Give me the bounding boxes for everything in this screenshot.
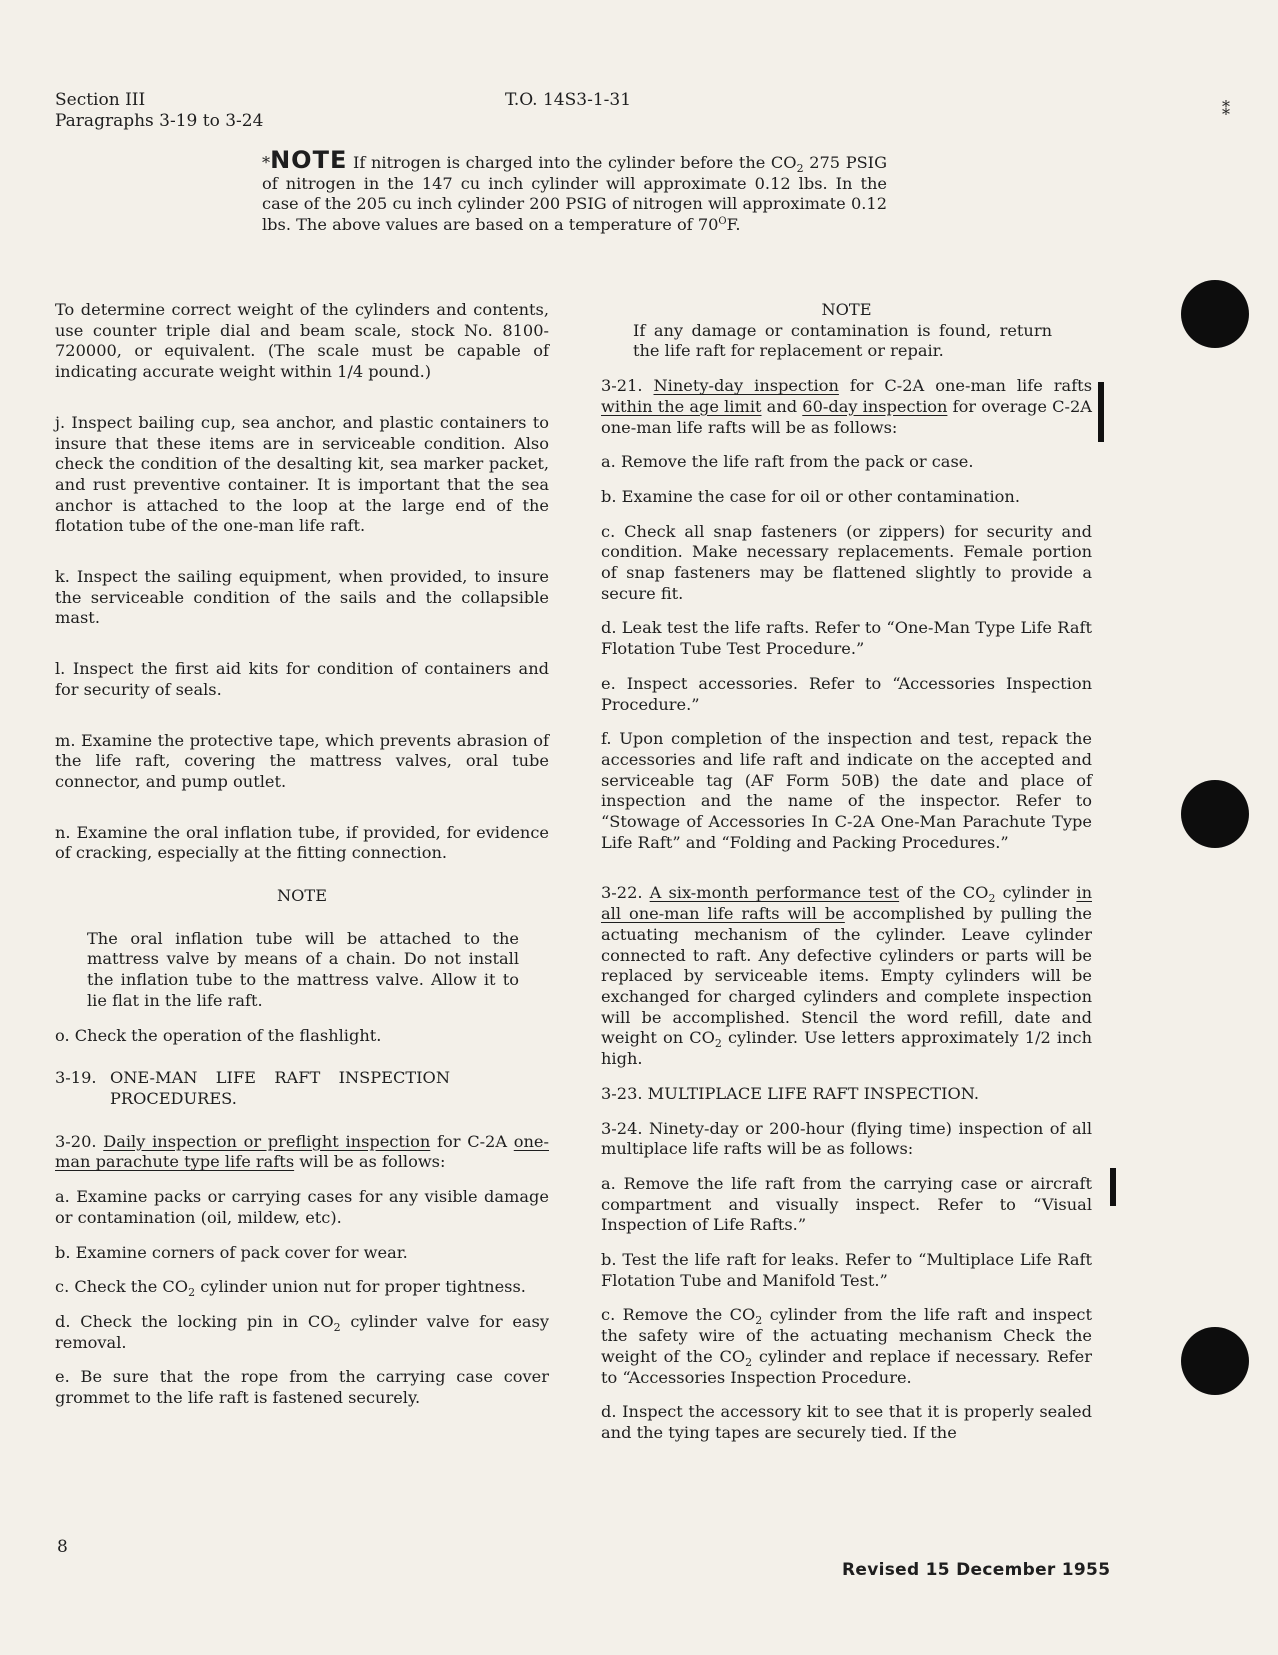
note-body: The oral inflation tube will be attached to the mattress valve by means of a chain. Do not install the inflation tube to the mattress valve. Allow it to lie flat in the life raft. <box>87 928 519 1010</box>
paragraphs-label: Paragraphs 3-19 to 3-24 <box>55 111 264 131</box>
section-label: Section III <box>55 90 146 110</box>
revision-bar-3-24 <box>1110 1168 1116 1206</box>
to-number: T.O. 14S3-1-31 <box>505 90 632 110</box>
revision-bar-3-21 <box>1098 382 1104 442</box>
paragraph-3-21-e: e. Inspect accessories. Refer to “Accessories Inspection Procedure.” <box>601 673 1092 714</box>
right-note-body: If any damage or contamination is found, return the life raft for replacement or repair. <box>633 320 1052 361</box>
binder-hole-top <box>1181 280 1249 348</box>
paragraph-3-21: 3-21. Ninety-day inspection for C-2A one-man life rafts within the age limit and 60-day inspection for overage C-2A one-man life rafts will be as follows: <box>601 376 1092 437</box>
paragraph-3-20: 3-20. Daily inspection or preflight inspection for C-2A one-man parachute type life rafts will be as follows: <box>55 1131 549 1172</box>
paragraph-k: k. Inspect the sailing equipment, when provided, to insure the serviceable condition of the sails and the collapsible mast. <box>55 567 549 628</box>
paragraph-3-24-b: b. Test the life raft for leaks. Refer to “Multiplace Life Raft Flotation Tube and Manifold Test.” <box>601 1250 1092 1290</box>
paragraph-3-20-e: e. Be sure that the rope from the carrying case cover grommet to the life raft is fastened securely. <box>55 1367 549 1408</box>
paragraph-3-20-a: a. Examine packs or carrying cases for any visible damage or contamination (oil, mildew, etc). <box>55 1187 549 1227</box>
right-note-heading: NOTE <box>821 300 872 319</box>
paragraph-l: l. Inspect the first aid kits for condition of containers and for security of seals. <box>55 659 549 699</box>
paragraph-3-21-a: a. Remove the life raft from the pack or case. <box>601 452 974 472</box>
paragraph-3-21-b: b. Examine the case for oil or other contamination. <box>601 486 1020 506</box>
note-asterisk: * <box>262 153 271 172</box>
page-number: 8 <box>57 1537 68 1557</box>
paragraph-3-21-f: f. Upon completion of the inspection and test, repack the accessories and life raft and indicate on the accepted and serviceable tag (AF Form 50B) the date and place of inspection and the name of the inspector. Refer to “Stowage of Accessories In C-2A One-Man Parachute Type Life Raft” and “Folding and Packing Procedures.” <box>601 729 1092 852</box>
heading-3-23: 3-23. MULTIPLACE LIFE RAFT INSPECTION. <box>601 1083 980 1103</box>
top-note: *NOTE If nitrogen is charged into the cylinder before the $CO_2$ 275 PSIG of nitrogen in the 147 cu inch cylinder will approximate 0.12 lbs. In the case of the 205 cu inch cylinder 200 PSIG of nitrogen will approximate 0.12 lbs. The above values are based on a temperature of $70^OF$. <box>262 146 887 234</box>
paragraph-3-20-b: b. Examine corners of pack cover for wear. <box>55 1242 408 1262</box>
note-heading: NOTE <box>276 886 328 906</box>
paragraph-3-22: 3-22. A six-month performance test of the $CO_2$ cylinder in all one-man life rafts will be accomplished by pulling the actuating mechanism of the cylinder. Leave cylinder connected to raft. Any defective cylinders or parts will be replaced by serviceable items. Empty cylinders will be exchanged for charged cylinders and complete inspection will be accomplished. Stencil the word refill, date and weight on $CO_2$ cylinder. Use letters approximately 1/2 inch high. <box>601 883 1092 1069</box>
weight-paragraph: To determine correct weight of the cylinders and contents, use counter triple dial and beam scale, stock No. 8100-720000, or equivalent. (The scale must be capable of indicating accurate weight within 1/4 pound.) <box>55 300 549 382</box>
paragraph-3-24-d: d. Inspect the accessory kit to see that it is properly sealed and the tying tapes are securely tied. If the <box>601 1402 1092 1442</box>
left-column <box>55 300 549 1409</box>
paragraph-3-24-a: a. Remove the life raft from the carrying case or aircraft compartment and visually inspect. Refer to “Visual Inspection of Life Rafts.” <box>601 1173 1092 1235</box>
paragraph-3-24: 3-24. Ninety-day or 200-hour (flying time) inspection of all multiplace life rafts will be as follows: <box>601 1118 1092 1159</box>
right-column <box>601 300 1092 1444</box>
revision-date: Revised 15 December 1955 <box>842 1560 1111 1580</box>
binder-hole-middle <box>1181 780 1249 848</box>
note-word: NOTE <box>270 146 348 174</box>
paragraph-n: n. Examine the oral inflation tube, if provided, for evidence of cracking, especially at the fitting connection. <box>55 822 549 863</box>
heading-3-19: 3-19. ONE-MAN LIFE RAFT INSPECTION PROCEDURES. <box>55 1068 450 1108</box>
paragraph-3-21-d: d. Leak test the life rafts. Refer to “One-Man Type Life Raft Flotation Tube Test Procedure.” <box>601 618 1092 659</box>
paragraph-3-24-c: c. Remove the $CO_2$ cylinder from the life raft and inspect the safety wire of the actuating mechanism Check the weight of the $CO_2$ cylinder and replace if necessary. Refer to “Accessories Inspection Procedure. <box>601 1305 1093 1387</box>
section-header <box>55 90 263 132</box>
paragraph-j: j. Inspect bailing cup, sea anchor, and plastic containers to insure that these items are in serviceable condition. Also check the condition of the desalting kit, sea marker packet, and rust preventive container. It is important that the sea anchor is attached to the loop at the large end of the flotation tube of the one-man life raft. <box>55 412 549 536</box>
paragraph-3-20-d: d. Check the locking pin in $CO_2$ cylinder valve for easy removal. <box>55 1311 549 1352</box>
paragraph-3-20-c: c. Check the $CO_2$ cylinder union nut for proper tightness. <box>55 1277 526 1300</box>
paragraph-m: m. Examine the protective tape, which prevents abrasion of the life raft, covering the mattress valves, oral tube connector, and pump outlet. <box>55 730 549 791</box>
margin-mark: ⁑ <box>1222 100 1230 119</box>
paragraph-o: o. Check the operation of the flashlight. <box>55 1025 382 1045</box>
paragraph-3-21-c: c. Check all snap fasteners (or zippers) for security and condition. Make necessary replacements. Female portion of snap fasteners may be flattened slightly to provide a secure fit. <box>601 521 1092 603</box>
binder-hole-bottom <box>1181 1327 1249 1395</box>
